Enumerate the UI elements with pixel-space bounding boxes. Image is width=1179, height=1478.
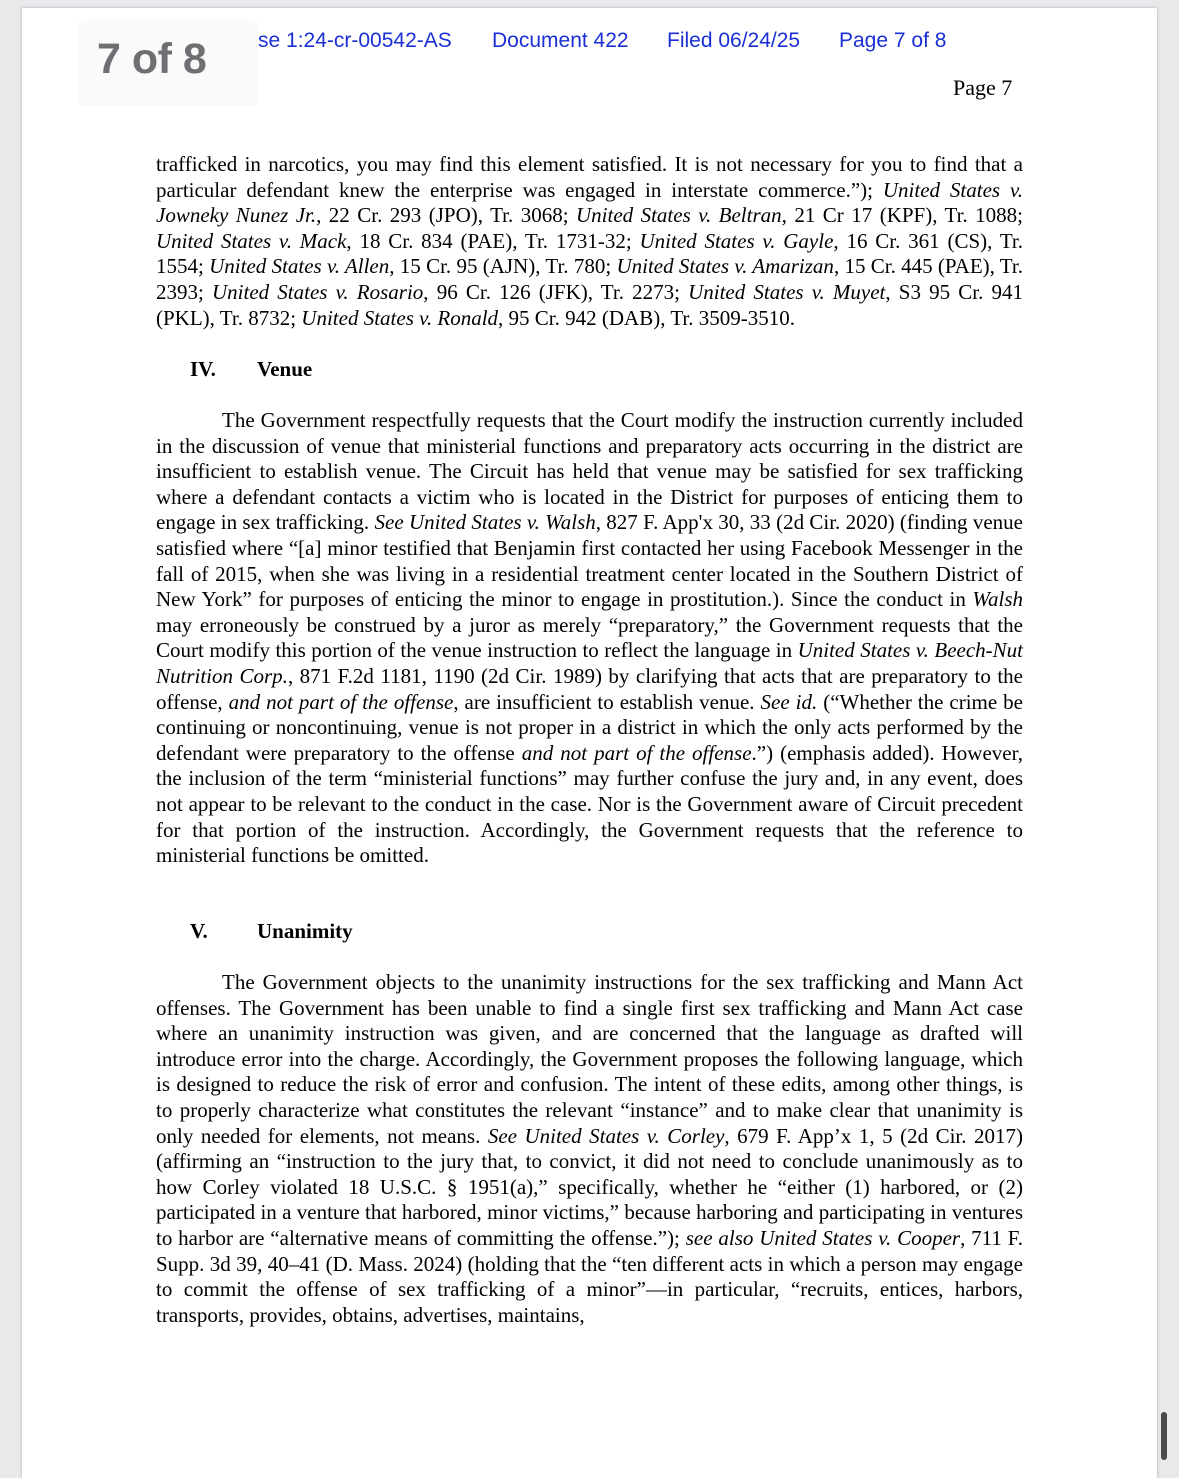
case-citation: United States v. Ronald (301, 305, 499, 330)
text-run: , 95 Cr. 942 (DAB), Tr. 3509-3510. (498, 305, 795, 330)
case-citation: See id. (760, 689, 818, 714)
case-citation: United States v. Gayle (639, 228, 834, 253)
text-run: The Government objects to the unanimity instructions for the sex trafficking and Mann Act offenses. The Government has been unable to find a single first sex trafficking and Mann Act case where an unanimity instruction was given, and are concerned that the language as drafted will introduce error into the charge. Accordingly, the Government proposes the following language, which is designed to reduce the risk of error and confusion. The intent of these edits, among other things, is to properly characterize what constitutes the relevant “instance” and to make clear that unanimity is only needed for elements, not means. (156, 970, 1023, 1148)
text-run: .”) (emphasis added). However, the inclusion of the term “ministerial functions” may further confuse the jury and, in any event, does not appear to be relevant to the conduct in the case. Nor is the Government aware of Circuit precedent for that portion of the instruction. Accordingly, the Government requests that the reference to ministerial functions be omitted. (156, 740, 1023, 868)
case-citation: See United States v. Walsh (374, 510, 596, 535)
text-run: , 15 Cr. 95 (AJN), Tr. 780; (389, 254, 617, 279)
case-number: se 1:24-cr-00542-AS (258, 29, 452, 52)
text-run: , 18 Cr. 834 (PAE), Tr. 1731-32; (346, 228, 640, 253)
text-run: , 679 F. App’x 1, 5 (2d Cir. 2017) (affirming an “instruction to the jury that, to convict, it did not need to conclude unanimously as to how Corley violated 18 U.S.C. § 1951(a),” specifically, whether he “either (1) harbored, or (2) participated in a venture that harbored, minor victims,” because harboring and participating in ventures to harbor are “alternative means of committing the offense.”); (156, 1123, 1023, 1250)
text-run: , S3 95 Cr. 941 (PKL), Tr. 8732; (156, 279, 1023, 330)
paragraph-unanimity (156, 970, 1023, 1328)
text-run: , 827 F. App'x 30, 33 (2d Cir. 2020) (finding venue satisfied where “[a] minor testified that Benjamin first contacted her using Facebook Messenger in the fall of 2015, when she was living in a residential treatment center located in the Southern District of New York” for purposes of enticing the minor to engage in prostitution.). Since the conduct in (156, 510, 1024, 612)
case-citation: United States v. Amarizan (616, 254, 834, 279)
page-number: Page 7 (953, 75, 1013, 100)
case-citation: Walsh (972, 587, 1023, 612)
case-citation: United States v. Beech-Nut Nutrition Corp. (156, 638, 1023, 688)
text-run: (“Whether the crime be continuing or noncontinuing, venue is not proper in a district in which the only acts performed by the defendant were preparatory to the offense (156, 689, 1024, 765)
text-run: , 22 Cr. 293 (JPO), Tr. 3068; (316, 203, 576, 228)
case-citation: United States v. Beltran (575, 203, 782, 228)
section-title-unanimity: Unanimity (257, 919, 353, 943)
case-citation: United States v. Rosario (212, 279, 424, 304)
text-run: , 96 Cr. 126 (JFK), Tr. 2273; (423, 279, 689, 304)
case-citation: United States v. Allen (209, 254, 390, 279)
section-number-venue: IV. (190, 357, 216, 381)
text-run: , 711 F. Supp. 3d 39, 40–41 (D. Mass. 2024) (holding that the “ten different acts in which a person may engage to commit the offense of sex trafficking of a minor”—in particular, “recruits, entices, harbors, transports, provides, obtains, advertises, maintains, (156, 1225, 1023, 1327)
vertical-scrollbar[interactable] (1161, 1412, 1167, 1460)
emphasis: and not part of the offense (228, 689, 454, 714)
text-run: , are insufficient to establish venue. (453, 689, 761, 714)
filed-date: Filed 06/24/25 (667, 29, 801, 52)
text-run: , 21 Cr 17 (KPF), Tr. 1088; (781, 203, 1023, 228)
case-citation: see also United States v. Cooper (685, 1225, 961, 1250)
page-of-total: Page 7 of 8 (839, 29, 947, 52)
document-number: Document 422 (492, 29, 629, 52)
case-citation: United States v. Mack (156, 228, 347, 253)
case-citation: United States v. Jowneky Nunez Jr. (156, 177, 1023, 228)
text-run: may erroneously be construed by a juror as merely “preparatory,” the Government requests that the Court modify this portion of the venue instruction to reflect the language in (156, 612, 1023, 663)
emphasis: and not part of the offense (521, 740, 752, 765)
text-run: , 871 F.2d 1181, 1190 (2d Cir. 1989) by clarifying that acts that are preparatory to the offense, (156, 663, 1023, 714)
page-counter: 7 of 8 (97, 35, 207, 83)
text-run: The Government respectfully requests that the Court modify the instruction currently included in the discussion of venue that ministerial functions and preparatory acts occurring in the district are insufficient to establish venue. The Circuit has held that venue may be satisfied for sex trafficking where a defendant contacts a victim who is located in the District for purposes of enticing them to engage in sex trafficking. (156, 408, 1023, 535)
section-number-unanimity: V. (190, 919, 208, 943)
paragraph-venue (156, 408, 1023, 869)
section-title-venue: Venue (257, 357, 313, 381)
text-run: , 15 Cr. 445 (PAE), Tr. 2393; (156, 254, 1023, 304)
paragraph-citations (156, 152, 1023, 331)
case-citation: United States v. Muyet (688, 279, 886, 304)
case-citation: See United States v. Corley (487, 1123, 725, 1148)
text-run: trafficked in narcotics, you may find this element satisfied. It is not necessary for you to find that a particular defendant knew the enterprise was engaged in interstate commerce.”); (156, 152, 1023, 202)
text-run: , 16 Cr. 361 (CS), Tr. 1554; (156, 228, 1024, 279)
